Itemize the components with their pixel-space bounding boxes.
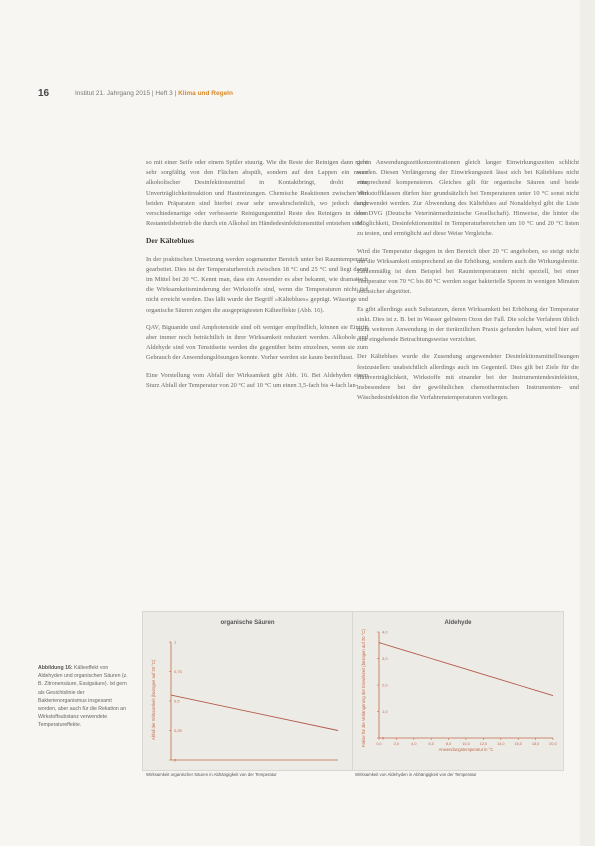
x-tick-label: 10,0 [462, 742, 470, 746]
caption-label: Abbildung 16: [38, 665, 73, 671]
chart-caption-acids: Wirksamkeit organischer Säuren in Abhängigkeit von der Temperatur [146, 772, 277, 777]
paragraph: so mit einer Seife oder einem Spüler stuurig. Wie die Reste der Reinigen dann nicht sehr sorgfältig von den Flächen abspült, sondern auf den Lappen ein neuer alkoholischer Desinfektionsmittel in Kontaktbringt, droht eine Unverträglichkeitreaktion und Hautreizungen. Chemische Reaktionen zwischen den beiden Präparaten sind hierbei zwar sehr unwahrscheinlich, wo jedoch durch verschiedenartige oder verbesserte Reinigungsmittel Reste des Reinigers in deren Restanteilsbetrieb die durch ein Alkohol im Händedesinfektionsmittel entstehen sind. [146, 159, 368, 228]
x-tick-label: 16,0 [514, 742, 522, 746]
paragraph: Der Kälteblues wurde die Zusendung angewendeter Desinfektionsmittellösungen festzustellen: unabsichtlich allerdings auch im Gegenteil. Dies gilt bei Ziele für die Hautverträglichkeit, Wirkstoffe mit einander bei der Instrumentendesinfektion, insbesondere bei der gewöhnlichen chemothermischen Instrumenten- und Wäschedesinfektion die Verfahrenstemperaturen vorliegen. [357, 353, 579, 402]
figure-caption [38, 664, 130, 730]
y-tick-label: 3,0 [382, 656, 388, 661]
chart-plot-aldehydes [353, 612, 563, 770]
paragraph: Eine Vorstellung vom Abfall der Wirksamkeit gibt Abb. 16. Bei Aldehyden einen Sturz Abfall der Temperatur von 20 °C auf 10 °C um einen 3,5-fach bis 4-fach lan- [146, 371, 368, 389]
x-tick-label: 20,0 [549, 742, 557, 746]
paragraph: Es gibt allerdings auch Substanzen, deren Wirksamkeit bei Erhöhung der Temperatur sinkt. Dies ist z. B. bei in Wasser gelöstem Ozon der Fall. Die solche Verfahren üblich nicht weiteren Anwendung in der tierärztlichen Praxis gefunden haben, wird hier auf eine eingehende Betrachtungsweise verzichtet. [357, 305, 579, 344]
chart-title: Aldehyde [444, 620, 472, 626]
x-tick-label: 14,0 [497, 742, 505, 746]
text-column-right [357, 158, 579, 410]
chart-caption-aldehydes: Wirksamkeit von Aldehyden in Abhängigkeit von der Temperatur [355, 772, 477, 777]
y-tick-label: 0,25 [174, 728, 182, 733]
y-axis-label: Abfall der Wirksamkeit (bezogen auf 20 °C) [151, 659, 156, 740]
y-tick-label: 1 [174, 639, 177, 645]
y-tick-label: 0 [382, 735, 385, 741]
y-tick-label: 1,0 [382, 709, 388, 714]
y-tick-label: 0 [174, 757, 177, 763]
caption-text: Kälteeffekt von Aldehyden und organischen Säuren (z. B. Zitronensäure, Essigsäure). Ist gern als Gesichtslinie der Bakterienorganismus insgesamt worden, aber auch für die Rekation an Wirkstoffsubstanz verwendete Temperatureffekte. [38, 665, 128, 729]
series-line [171, 695, 338, 730]
y-tick-label: 2,0 [382, 682, 388, 688]
paragraph: In der praktischen Umsetzung werden sogenannter Bereich unter bei Raumtemperatur gearbeitet. Dies ist der Temperaturbereich zwischen 18 °C und 25 °C und liegt damit im Mittel bei 20 °C. Kennt man, dass ein Anwender es aber bekannt, wie dramatisch die Wirksamkeitsminderung der Wirkstoffe sind, wenn die Temperaturen nicht tief nicht erreicht werden. Das läßt wurde der Begriff »Kälteblues« geprägt. Wässrige und organische Säuren zeigen die ausgeprägtesten Kälteeffekte (Abb. 16). [146, 255, 368, 314]
series-line [379, 643, 553, 696]
chart-plot-acids [143, 612, 352, 770]
x-tick-label: 8,0 [445, 742, 452, 746]
page-number: 16 [38, 88, 50, 99]
paragraph: QAV, Biguanide und Amphotenside sind oft weniger empfindlich, können sie Eintritt aber immer noch beträchtlich in ihrer Wirksamkeit reduziert werden. Alkohole und Aldehyde sind von Tensidseite werden die gegenüber beim einzelnen, wenn sie zum Gebrauch der Anwendungslösungen konnte. Vorher werden sie kaum beeinflusst. [146, 323, 368, 362]
x-tick-label: 18,0 [531, 742, 540, 746]
paragraph: geren Anwendungszeitkonzentrationen gleich langer Einwirkungszeiten schlicht werden. Diesen Verlängerung der Einwirkungszeit lässt sich bei Kälteblues nicht entsprechend kompensieren. Gleiches gilt für organische Säuren und beide Wirkstoffklassen dürfen hier grundsätzlich bei Temperaturen unter 10 °C sonst nicht angewendet werden. Zur Abwendung des Kälteblues auf Nonaldehyd gibt die Liste des DVG (Deutsche Veterinärmedizinische Gesellschaft). Hinweise, die hinter die Möglichkeit, Desinfektionsmittel in Temperaturbereichen um 10 °C und 20 °C listen zu testen, und ermöglicht auf diese Weise Vergleiche. [357, 159, 579, 238]
running-header [38, 88, 233, 99]
x-axis-label: Anwendungstemperatur in °C [438, 747, 494, 752]
section-heading: Der Kälteblues [146, 236, 194, 246]
chart-aldehydes [352, 611, 564, 771]
paragraph: Wird die Temperatur dagegen in den Bereich über 20 °C angehoben, so steigt nicht nur die Wirksamkeit entsprechend an die Erhöhung, sondern auch die Wirkungsbreite. Zahlenmäßig ist dem Beispiel bei Raumtemperaturen nicht speziell, bei einer Temperatur von 70 °C bis 80 °C werden sogar bakterielle Sporen in wenigen Minuten hochsicher abgetötet. [357, 247, 579, 296]
x-tick-label: 0,0 [376, 742, 382, 746]
x-tick-label: 4,0 [411, 742, 417, 746]
page-edge [580, 0, 595, 846]
y-axis-label: Faktor für die Verlängerung der Einwirkzeit (bezogen auf 20 °C) [361, 629, 366, 747]
y-tick-label: 0,75 [174, 669, 182, 674]
x-tick-label: 2,0 [393, 742, 400, 746]
x-tick-label: 12,0 [479, 742, 488, 746]
chart-organic-acids [142, 611, 353, 771]
y-tick-label: 4,0 [382, 629, 388, 635]
y-tick-label: 0,5 [174, 698, 180, 704]
section-name: Klima und Regeln [178, 90, 233, 97]
x-tick-label: 6,0 [428, 742, 434, 746]
text-column-left [146, 158, 368, 398]
chart-title: organische Säuren [220, 620, 275, 626]
journal-info: Institut 21. Jahrgang 2015 | Heft 3 | [74, 90, 177, 97]
